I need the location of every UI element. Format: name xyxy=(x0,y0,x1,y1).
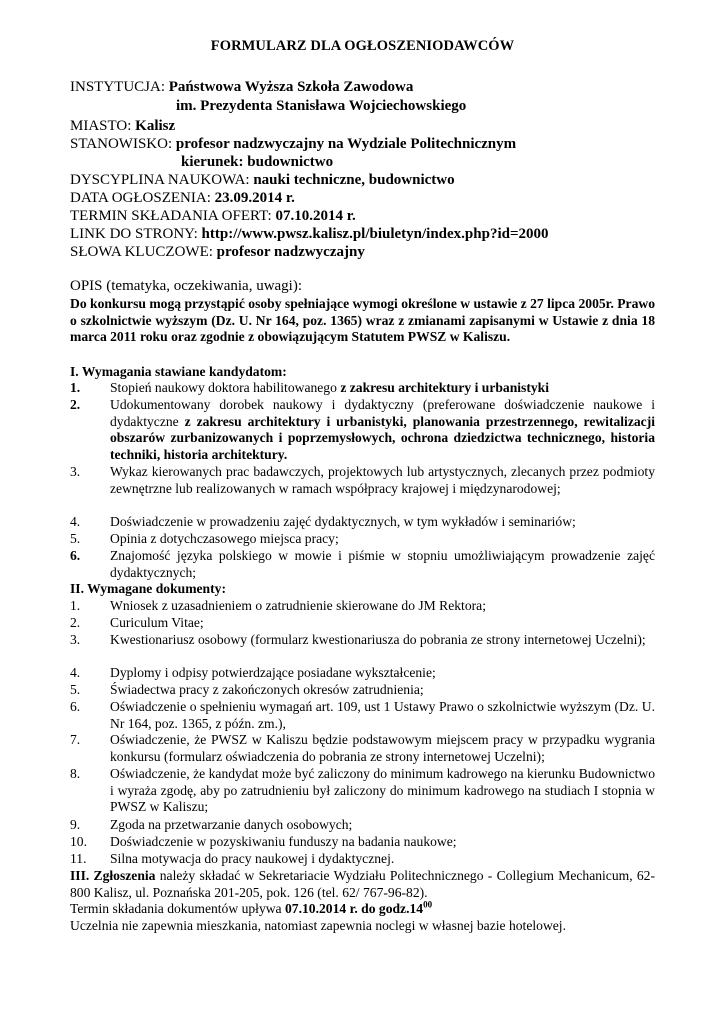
item-number: 2. xyxy=(70,615,81,630)
item-text: Opinia z dotychczasowego miejsca pracy; xyxy=(110,531,339,546)
item-number: 6. xyxy=(70,699,81,714)
documents-heading: II. Wymagane dokumenty: xyxy=(70,581,226,596)
item-number: 1. xyxy=(70,380,81,395)
item-number: 4. xyxy=(70,665,81,680)
page-title: FORMULARZ DLA OGŁOSZENIODAWCÓW xyxy=(210,38,515,54)
item-text: Wykaz kierowanych prac badawczych, projektowych lub artystycznych, zlecanych przez podmioty zewnętrzne lub realizowanych w ramach współpracy krajowej i międzynarodowej; xyxy=(110,464,655,496)
item-text-plain: Udokumentowany dorobek naukowy i dydaktyczny (preferowane doświadczenie naukowe i dydaktyczne xyxy=(110,397,655,429)
date-line xyxy=(70,188,295,208)
item-number: 9. xyxy=(70,817,81,832)
item-number: 3. xyxy=(70,464,81,479)
keywords-value: profesor nadzwyczajny xyxy=(216,244,365,260)
position-value: profesor nadzwyczajny na Wydziale Politechnicznym xyxy=(175,136,517,152)
requirement-item xyxy=(70,397,655,463)
document-item xyxy=(70,598,655,615)
position-line-2 xyxy=(181,152,333,172)
item-text: Oświadczenie, że kandydat może być zaliczony do minimum kadrowego na kierunku Budownictwo i wyraża zgodę, aby po zatrudnieniu był zaliczony do minimum kadrowego na studiach I stopnia w PWSZ w Kaliszu; xyxy=(110,766,655,814)
description-text: Do konkursu mogą przystąpić osoby spełniające wymogi określone w ustawie z 27 lipca 2005r. Prawo o szkolnictwie wyższym (Dz. U. Nr 164, poz. 1365) wraz z zmianami zapisanymi w Ustawie z dnia 18 marca 2011 roku oraz zgodnie z obowiązującym Statutem PWSZ w Kaliszu. xyxy=(70,296,655,344)
item-text: Dyplomy i odpisy potwierdzające posiadane wykształcenie; xyxy=(110,665,436,680)
city-value: Kalisz xyxy=(135,118,176,134)
document-item xyxy=(70,682,655,699)
date-value: 23.09.2014 r. xyxy=(214,190,295,206)
document-item xyxy=(70,817,655,834)
item-text: Zgoda na przetwarzanie danych osobowych; xyxy=(110,817,353,832)
item-number: 7. xyxy=(70,732,81,747)
item-number: 2. xyxy=(70,397,81,412)
item-number: 1. xyxy=(70,598,81,613)
requirements-heading: I. Wymagania stawiane kandydatom: xyxy=(70,364,287,379)
housing-note: Uczelnia nie zapewnia mieszkania, natomiast zapewnia noclegi w własnej bazie hotelowej. xyxy=(70,918,566,933)
item-number: 5. xyxy=(70,531,81,546)
item-number: 8. xyxy=(70,766,81,781)
deadline-bold: 07.10.2014 r. do godz.14 xyxy=(285,901,424,916)
position-value-2: kierunek: budownictwo xyxy=(181,154,334,170)
requirement-item xyxy=(70,548,655,581)
deadline-paragraph xyxy=(70,901,655,918)
position-line xyxy=(70,134,516,154)
item-text-bold: z zakresu architektury i urbanistyki xyxy=(340,380,550,395)
link-line xyxy=(70,224,549,244)
link-value[interactable]: http://www.pwsz.kalisz.pl/biuletyn/index.php?id=2000 xyxy=(201,226,549,242)
document-item xyxy=(70,699,655,732)
item-text: Świadectwa pracy z zakończonych okresów zatrudnienia; xyxy=(110,682,424,697)
link-label: LINK DO STRONY: xyxy=(70,226,202,242)
position-label: STANOWISKO: xyxy=(70,136,176,152)
document-item xyxy=(70,732,655,765)
item-text-bold: z zakresu architektury i urbanistyki, planowania przestrzennego, rewitalizacji obszarów zurbanizowanych i poprzemysłowych, ochrona dziedzictwa technicznego, historia techniki, historia architektury. xyxy=(110,413,656,462)
item-number: 10. xyxy=(70,834,87,849)
deadline-label: TERMIN SKŁADANIA OFERT: xyxy=(70,208,276,224)
item-number: 3. xyxy=(70,632,81,647)
item-text: Kwestionariusz osobowy (formularz kwestionariusza do pobrania ze strony internetowej Uczelni); xyxy=(110,632,646,647)
requirement-item xyxy=(70,380,655,397)
item-text xyxy=(110,380,655,397)
institution-label: INSTYTUCJA: xyxy=(70,79,169,95)
institution-value: Państwowa Wyższa Szkoła Zawodowa xyxy=(168,79,414,95)
deadline-value: 07.10.2014 r. xyxy=(275,208,356,224)
item-number: 6. xyxy=(70,548,81,563)
requirement-item xyxy=(70,514,655,531)
city-line xyxy=(70,116,175,136)
date-label: DATA OGŁOSZENIA: xyxy=(70,190,215,206)
institution-line xyxy=(70,77,413,97)
deadline-line xyxy=(70,206,356,226)
item-number: 11. xyxy=(70,851,87,866)
document-item xyxy=(70,615,655,632)
document-item xyxy=(70,851,655,868)
discipline-line xyxy=(70,170,455,190)
item-text xyxy=(110,397,655,463)
document-item xyxy=(70,632,655,649)
city-label: MIASTO: xyxy=(70,118,136,134)
institution-value-2: im. Prezydenta Stanisława Wojciechowskiego xyxy=(176,98,467,114)
deadline-minutes: 00 xyxy=(423,899,433,910)
requirement-item xyxy=(70,464,655,497)
item-text: Znajomość języka polskiego w mowie i piśmie w stopniu umożliwiającym prowadzenie zajęć dydaktycznych; xyxy=(110,548,655,580)
item-number: 5. xyxy=(70,682,81,697)
document-item xyxy=(70,766,655,816)
deadline-text: Termin składania dokumentów upływa xyxy=(70,901,285,916)
document-item xyxy=(70,834,655,851)
item-text: Wniosek z uzasadnieniem o zatrudnienie skierowane do JM Rektora; xyxy=(110,598,486,613)
applications-heading: III. Zgłoszenia xyxy=(70,868,156,883)
item-text: Curiculum Vitae; xyxy=(110,615,204,630)
institution-line-2 xyxy=(176,96,466,116)
item-text: Oświadczenie, że PWSZ w Kaliszu będzie podstawowym miejscem pracy w przypadku wygrania konkursu (formularz oświadczenia do pobrania ze strony internetowej Uczelni); xyxy=(110,732,655,764)
keywords-label: SŁOWA KLUCZOWE: xyxy=(70,244,217,260)
item-text-plain: Stopień naukowy doktora habilitowanego xyxy=(110,380,341,395)
applications-paragraph xyxy=(70,868,655,901)
description-label: OPIS (tematyka, oczekiwania, uwagi): xyxy=(70,278,303,294)
item-number: 4. xyxy=(70,514,81,529)
item-text: Doświadczenie w pozyskiwaniu funduszy na badania naukowe; xyxy=(110,834,457,849)
discipline-value: nauki techniczne, budownictwo xyxy=(253,172,455,188)
item-text: Silna motywacja do pracy naukowej i dydaktycznej. xyxy=(110,851,395,866)
keywords-line xyxy=(70,242,365,262)
document-item xyxy=(70,665,655,682)
requirement-item xyxy=(70,531,655,548)
discipline-label: DYSCYPLINA NAUKOWA: xyxy=(70,172,254,188)
applications-text: należy składać w Sekretariacie Wydziału Politechnicznego - Collegium Mechanicum, 62-800 Kalisz, ul. Poznańska 201-205, pok. 126 (tel. 62/ 767-96-82). xyxy=(70,868,655,900)
item-text: Doświadczenie w prowadzeniu zajęć dydaktycznych, w tym wykładów i seminariów; xyxy=(110,514,576,529)
item-text: Oświadczenie o spełnieniu wymagań art. 109, ust 1 Ustawy Prawo o szkolnictwie wyższym (Dz. U. Nr 164, poz. 1365, z późn. zm.), xyxy=(110,699,655,731)
